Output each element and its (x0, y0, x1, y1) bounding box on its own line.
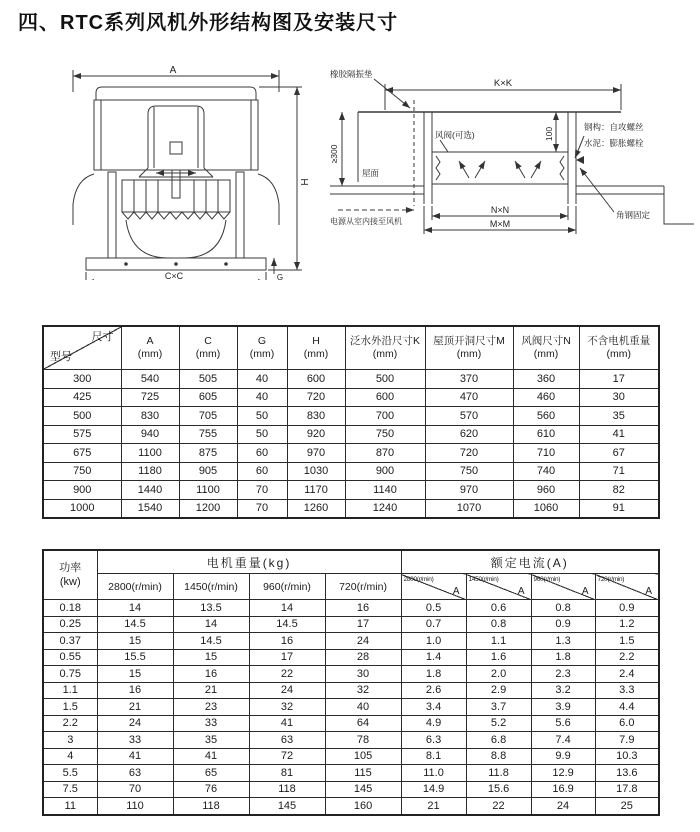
support-leg (236, 172, 244, 258)
table-cell: 700 (345, 407, 425, 426)
power-unit: (kw) (59, 576, 81, 588)
col-label: H (312, 334, 320, 347)
table-cell: 725 (121, 388, 179, 407)
weight-speed-header: 2800(r/min) (97, 574, 173, 600)
table-cell: 11.8 (466, 765, 531, 782)
motor-table (42, 549, 660, 816)
table-cell: 21 (173, 682, 249, 699)
table-cell: 3.4 (401, 699, 466, 716)
table-row (43, 425, 659, 444)
column-header (579, 326, 659, 370)
table-cell: 16.9 (531, 781, 595, 798)
table-cell: 145 (325, 781, 401, 798)
table-cell: 0.37 (43, 633, 97, 650)
impeller (122, 180, 230, 212)
col-unit: (mm) (195, 348, 221, 360)
motor-outline (148, 106, 204, 168)
table-row (43, 600, 659, 617)
speed-label: 1450(r/min) (468, 576, 499, 583)
table-cell: 1140 (345, 481, 425, 500)
table-cell: 17 (249, 649, 325, 666)
table-row (43, 499, 659, 518)
table-cell: 15 (173, 649, 249, 666)
table-cell: 0.55 (43, 649, 97, 666)
speed-label: 720(r/min) (597, 576, 625, 583)
current-group-header: 额定电流(A) (401, 550, 659, 574)
table-cell: 1.8 (531, 649, 595, 666)
table-cell: 7.5 (43, 781, 97, 798)
table-cell: 14 (173, 616, 249, 633)
table-row (43, 370, 659, 389)
table-cell: 14.5 (173, 633, 249, 650)
table-cell: 6.3 (401, 732, 466, 749)
table-cell: 28 (325, 649, 401, 666)
table-cell: 1.2 (595, 616, 659, 633)
power-label: 功率 (59, 561, 82, 574)
table-cell: 600 (345, 388, 425, 407)
table-cell: 905 (179, 462, 237, 481)
support-leg (108, 172, 116, 258)
anchor-point (576, 156, 584, 164)
col-label: A (146, 334, 154, 347)
table-cell: 40 (237, 370, 287, 389)
table-cell: 12.9 (531, 765, 595, 782)
table-cell: 70 (237, 481, 287, 500)
table-cell: 540 (121, 370, 179, 389)
table-cell: 1180 (121, 462, 179, 481)
table-cell: 5.5 (43, 765, 97, 782)
table2-speed-header-row (43, 574, 659, 600)
table-cell: 560 (513, 407, 579, 426)
table-cell: 64 (325, 715, 401, 732)
table-cell: 675 (43, 444, 121, 463)
table-cell: 8.1 (401, 748, 466, 765)
table-cell: 0.9 (531, 616, 595, 633)
table-cell: 940 (121, 425, 179, 444)
table-cell: 33 (173, 715, 249, 732)
table-cell: 1.1 (466, 633, 531, 650)
table-cell: 17 (579, 370, 659, 389)
table-cell: 40 (237, 388, 287, 407)
table-cell: 900 (345, 462, 425, 481)
table-cell: 0.75 (43, 666, 97, 683)
fan-linework (73, 70, 302, 280)
table-cell: 920 (287, 425, 345, 444)
table-cell: 22 (466, 798, 531, 815)
table-cell: 72 (249, 748, 325, 765)
concrete-fixing-label: 水泥：膨胀螺栓 (584, 138, 644, 148)
table-cell: 41 (249, 715, 325, 732)
table-cell: 1100 (121, 444, 179, 463)
dim-h-label: H (300, 178, 311, 186)
table-cell: 21 (401, 798, 466, 815)
table-cell: 970 (287, 444, 345, 463)
table-cell: 830 (121, 407, 179, 426)
table-cell: 360 (513, 370, 579, 389)
table-cell: 5.6 (531, 715, 595, 732)
table-row (43, 633, 659, 650)
table-cell: 755 (179, 425, 237, 444)
table-cell: 1070 (425, 499, 513, 518)
table-cell: 40 (325, 699, 401, 716)
table-cell: 15.6 (466, 781, 531, 798)
table-cell: 1.0 (401, 633, 466, 650)
table-cell: 900 (43, 481, 121, 500)
table-cell: 14.5 (97, 616, 173, 633)
corner-bottom-label: 型号 (50, 351, 72, 364)
table-row (43, 462, 659, 481)
table-cell: 960 (513, 481, 579, 500)
table-cell: 720 (287, 388, 345, 407)
table-row (43, 444, 659, 463)
table-cell: 570 (425, 407, 513, 426)
dim-a-label: A (169, 65, 177, 76)
col-unit: (mm) (456, 348, 482, 360)
table-cell: 11 (43, 798, 97, 815)
col-label: 泛水外沿尺寸K (349, 334, 420, 347)
table-cell: 1240 (345, 499, 425, 518)
table-cell: 0.8 (466, 616, 531, 633)
col-unit: (mm) (303, 348, 329, 360)
table-row (43, 481, 659, 500)
table-cell: 750 (43, 462, 121, 481)
table-cell: 750 (345, 425, 425, 444)
table-cell: 14.9 (401, 781, 466, 798)
unit-label: A (645, 586, 653, 597)
table-cell: 3 (43, 732, 97, 749)
table-row (43, 666, 659, 683)
table-cell: 71 (579, 462, 659, 481)
column-header (345, 326, 425, 370)
table-cell: 24 (531, 798, 595, 815)
dim-c-label: C×C (164, 271, 184, 280)
table-cell: 11.0 (401, 765, 466, 782)
table-cell: 105 (325, 748, 401, 765)
table-cell: 60 (237, 462, 287, 481)
table-cell: 370 (425, 370, 513, 389)
angle-steel-label: 角钢固定 (616, 210, 651, 220)
table-row (43, 715, 659, 732)
table-cell: 610 (513, 425, 579, 444)
table-cell: 81 (249, 765, 325, 782)
table-cell: 710 (513, 444, 579, 463)
table-cell: 17.8 (595, 781, 659, 798)
table-cell: 118 (249, 781, 325, 798)
table-cell: 830 (287, 407, 345, 426)
table-cell: 24 (97, 715, 173, 732)
unit-label: A (581, 586, 589, 597)
table-cell: 50 (237, 425, 287, 444)
table-cell: 13.5 (173, 600, 249, 617)
table1-header-row (43, 326, 659, 370)
table-cell: 500 (345, 370, 425, 389)
dim-m-label: M×M (489, 219, 511, 229)
table-cell: 41 (173, 748, 249, 765)
table-cell: 3.7 (466, 699, 531, 716)
table-cell: 7.4 (531, 732, 595, 749)
table-cell: 1.5 (43, 699, 97, 716)
column-header (237, 326, 287, 370)
unit-label: A (452, 586, 460, 597)
dimensions-table (42, 325, 660, 519)
table-cell: 17 (325, 616, 401, 633)
table-cell: 70 (97, 781, 173, 798)
unit-label: A (517, 586, 525, 597)
table-cell: 1060 (513, 499, 579, 518)
col-unit: (mm) (533, 348, 559, 360)
table-cell: 30 (579, 388, 659, 407)
roof-label: 屋面 (362, 168, 380, 178)
weight-speed-header: 960(r/min) (249, 574, 325, 600)
table-row (43, 682, 659, 699)
current-speed-header (531, 574, 595, 600)
col-unit: (mm) (137, 348, 163, 360)
speed-label: 2800(r/min) (403, 576, 434, 583)
current-speed-header (466, 574, 531, 600)
col-label: 风阀尺寸N (521, 334, 571, 347)
column-header (179, 326, 237, 370)
table-cell: 41 (579, 425, 659, 444)
table-cell: 1000 (43, 499, 121, 518)
weight-speed-header: 720(r/min) (325, 574, 401, 600)
table-cell: 4.4 (595, 699, 659, 716)
table-cell: 705 (179, 407, 237, 426)
table-row (43, 765, 659, 782)
table-cell: 6.0 (595, 715, 659, 732)
table-cell: 605 (179, 388, 237, 407)
table-cell: 7.9 (595, 732, 659, 749)
table-cell: 4.9 (401, 715, 466, 732)
weight-group-header: 电机重量(kg) (97, 550, 401, 574)
table-cell: 500 (43, 407, 121, 426)
dim-100-label: 100 (544, 126, 554, 142)
table-cell: 32 (249, 699, 325, 716)
table-cell: 118 (173, 798, 249, 815)
damper-box (432, 152, 568, 184)
column-header (121, 326, 179, 370)
current-speed-header (401, 574, 466, 600)
table1-body (43, 370, 659, 519)
table-row (43, 699, 659, 716)
table-cell: 14 (249, 600, 325, 617)
page-title: 四、RTC系列风机外形结构图及安装尺寸 (18, 12, 399, 34)
col-unit: (mm) (606, 348, 631, 360)
table-cell: 5.2 (466, 715, 531, 732)
table-cell: 0.18 (43, 600, 97, 617)
corner-top-label: 尺寸 (91, 331, 114, 343)
table-cell: 1.4 (401, 649, 466, 666)
table-cell: 1440 (121, 481, 179, 500)
installation-drawing (328, 64, 700, 260)
table-cell: 33 (97, 732, 173, 749)
table-cell: 1100 (179, 481, 237, 500)
power-header-cell (43, 550, 97, 600)
table-cell: 41 (97, 748, 173, 765)
dim-k-label: K×K (493, 78, 513, 89)
table-cell: 1.8 (401, 666, 466, 683)
table-cell: 740 (513, 462, 579, 481)
table-cell: 2.4 (595, 666, 659, 683)
dim-n-label: N×N (490, 205, 510, 215)
table-cell: 35 (579, 407, 659, 426)
col-label: G (257, 334, 267, 347)
table-cell: 1260 (287, 499, 345, 518)
table-cell: 16 (325, 600, 401, 617)
table-cell: 15 (97, 666, 173, 683)
table-cell: 2.0 (466, 666, 531, 683)
table-cell: 0.25 (43, 616, 97, 633)
table-cell: 1170 (287, 481, 345, 500)
table-cell: 24 (249, 682, 325, 699)
table-cell: 1540 (121, 499, 179, 518)
table-row (43, 748, 659, 765)
table-cell: 1.6 (466, 649, 531, 666)
rubber-pad-label: 橡胶隔振垫 (330, 69, 373, 79)
col-label: 不含电机重量 (587, 334, 651, 347)
table-cell: 63 (249, 732, 325, 749)
table-cell: 13.6 (595, 765, 659, 782)
weight-speed-header: 1450(r/min) (173, 574, 249, 600)
table-cell: 14.5 (249, 616, 325, 633)
table-row (43, 732, 659, 749)
table-cell: 78 (325, 732, 401, 749)
dim-g-label: G (276, 273, 284, 280)
table-cell: 2.3 (531, 666, 595, 683)
table-cell: 2.2 (595, 649, 659, 666)
table-cell: 300 (43, 370, 121, 389)
table-cell: 145 (249, 798, 325, 815)
table-cell: 35 (173, 732, 249, 749)
table-row (43, 649, 659, 666)
table-cell: 1.3 (531, 633, 595, 650)
corner-header-cell (43, 326, 121, 370)
table-row (43, 388, 659, 407)
table-cell: 6.8 (466, 732, 531, 749)
table-cell: 67 (579, 444, 659, 463)
table-cell: 2.9 (466, 682, 531, 699)
table-cell: 1200 (179, 499, 237, 518)
table-cell: 15 (97, 633, 173, 650)
table-cell: 505 (179, 370, 237, 389)
table-cell: 2.2 (43, 715, 97, 732)
table-cell: 15.5 (97, 649, 173, 666)
table-cell: 70 (237, 499, 287, 518)
table-cell: 0.7 (401, 616, 466, 633)
table-cell: 970 (425, 481, 513, 500)
table-cell: 4 (43, 748, 97, 765)
table-cell: 3.2 (531, 682, 595, 699)
table-cell: 25 (595, 798, 659, 815)
table-cell: 30 (325, 666, 401, 683)
table-cell: 0.8 (531, 600, 595, 617)
table-cell: 575 (43, 425, 121, 444)
power-label: 电源从室内接至风机 (330, 217, 402, 226)
table-cell: 82 (579, 481, 659, 500)
column-header (287, 326, 345, 370)
table-cell: 115 (325, 765, 401, 782)
table-cell: 8.8 (466, 748, 531, 765)
table-cell: 23 (173, 699, 249, 716)
table-cell: 1030 (287, 462, 345, 481)
table-cell: 16 (97, 682, 173, 699)
table-cell: 460 (513, 388, 579, 407)
damper-label: 风阀(可选) (435, 130, 475, 140)
table-cell: 9.9 (531, 748, 595, 765)
table-cell: 600 (287, 370, 345, 389)
table-cell: 3.9 (531, 699, 595, 716)
table-cell: 10.3 (595, 748, 659, 765)
table-cell: 22 (249, 666, 325, 683)
table-cell: 1.5 (595, 633, 659, 650)
table-row (43, 781, 659, 798)
table2-group-header-row (43, 550, 659, 574)
col-unit: (mm) (372, 348, 398, 360)
table-row (43, 616, 659, 633)
table-cell: 875 (179, 444, 237, 463)
table2-body (43, 600, 659, 815)
col-label: 屋顶开洞尺寸M (433, 334, 505, 347)
col-label: C (204, 334, 212, 347)
table-cell: 14 (97, 600, 173, 617)
table-row (43, 798, 659, 815)
dim-300-label: ≥300 (329, 144, 339, 164)
table-cell: 16 (173, 666, 249, 683)
table-cell: 0.9 (595, 600, 659, 617)
table-cell: 65 (173, 765, 249, 782)
table-cell: 0.6 (466, 600, 531, 617)
current-speed-header (595, 574, 659, 600)
table-cell: 21 (97, 699, 173, 716)
col-unit: (mm) (249, 348, 275, 360)
table-row (43, 407, 659, 426)
speed-label: 960(r/min) (533, 576, 561, 583)
table-cell: 750 (425, 462, 513, 481)
table-cell: 24 (325, 633, 401, 650)
table-cell: 110 (97, 798, 173, 815)
table-cell: 870 (345, 444, 425, 463)
column-header (425, 326, 513, 370)
table-cell: 0.5 (401, 600, 466, 617)
table-cell: 32 (325, 682, 401, 699)
table-cell: 91 (579, 499, 659, 518)
table-cell: 160 (325, 798, 401, 815)
table-cell: 50 (237, 407, 287, 426)
table-cell: 2.6 (401, 682, 466, 699)
table-cell: 1.1 (43, 682, 97, 699)
table-cell: 620 (425, 425, 513, 444)
table-cell: 16 (249, 633, 325, 650)
fan-structure-drawing (56, 62, 324, 280)
table-cell: 3.3 (595, 682, 659, 699)
column-header (513, 326, 579, 370)
table-cell: 60 (237, 444, 287, 463)
table-cell: 76 (173, 781, 249, 798)
table-cell: 470 (425, 388, 513, 407)
table-cell: 425 (43, 388, 121, 407)
table-cell: 720 (425, 444, 513, 463)
table-cell: 63 (97, 765, 173, 782)
steel-fixing-label: 钢构：自攻螺丝 (584, 122, 644, 132)
